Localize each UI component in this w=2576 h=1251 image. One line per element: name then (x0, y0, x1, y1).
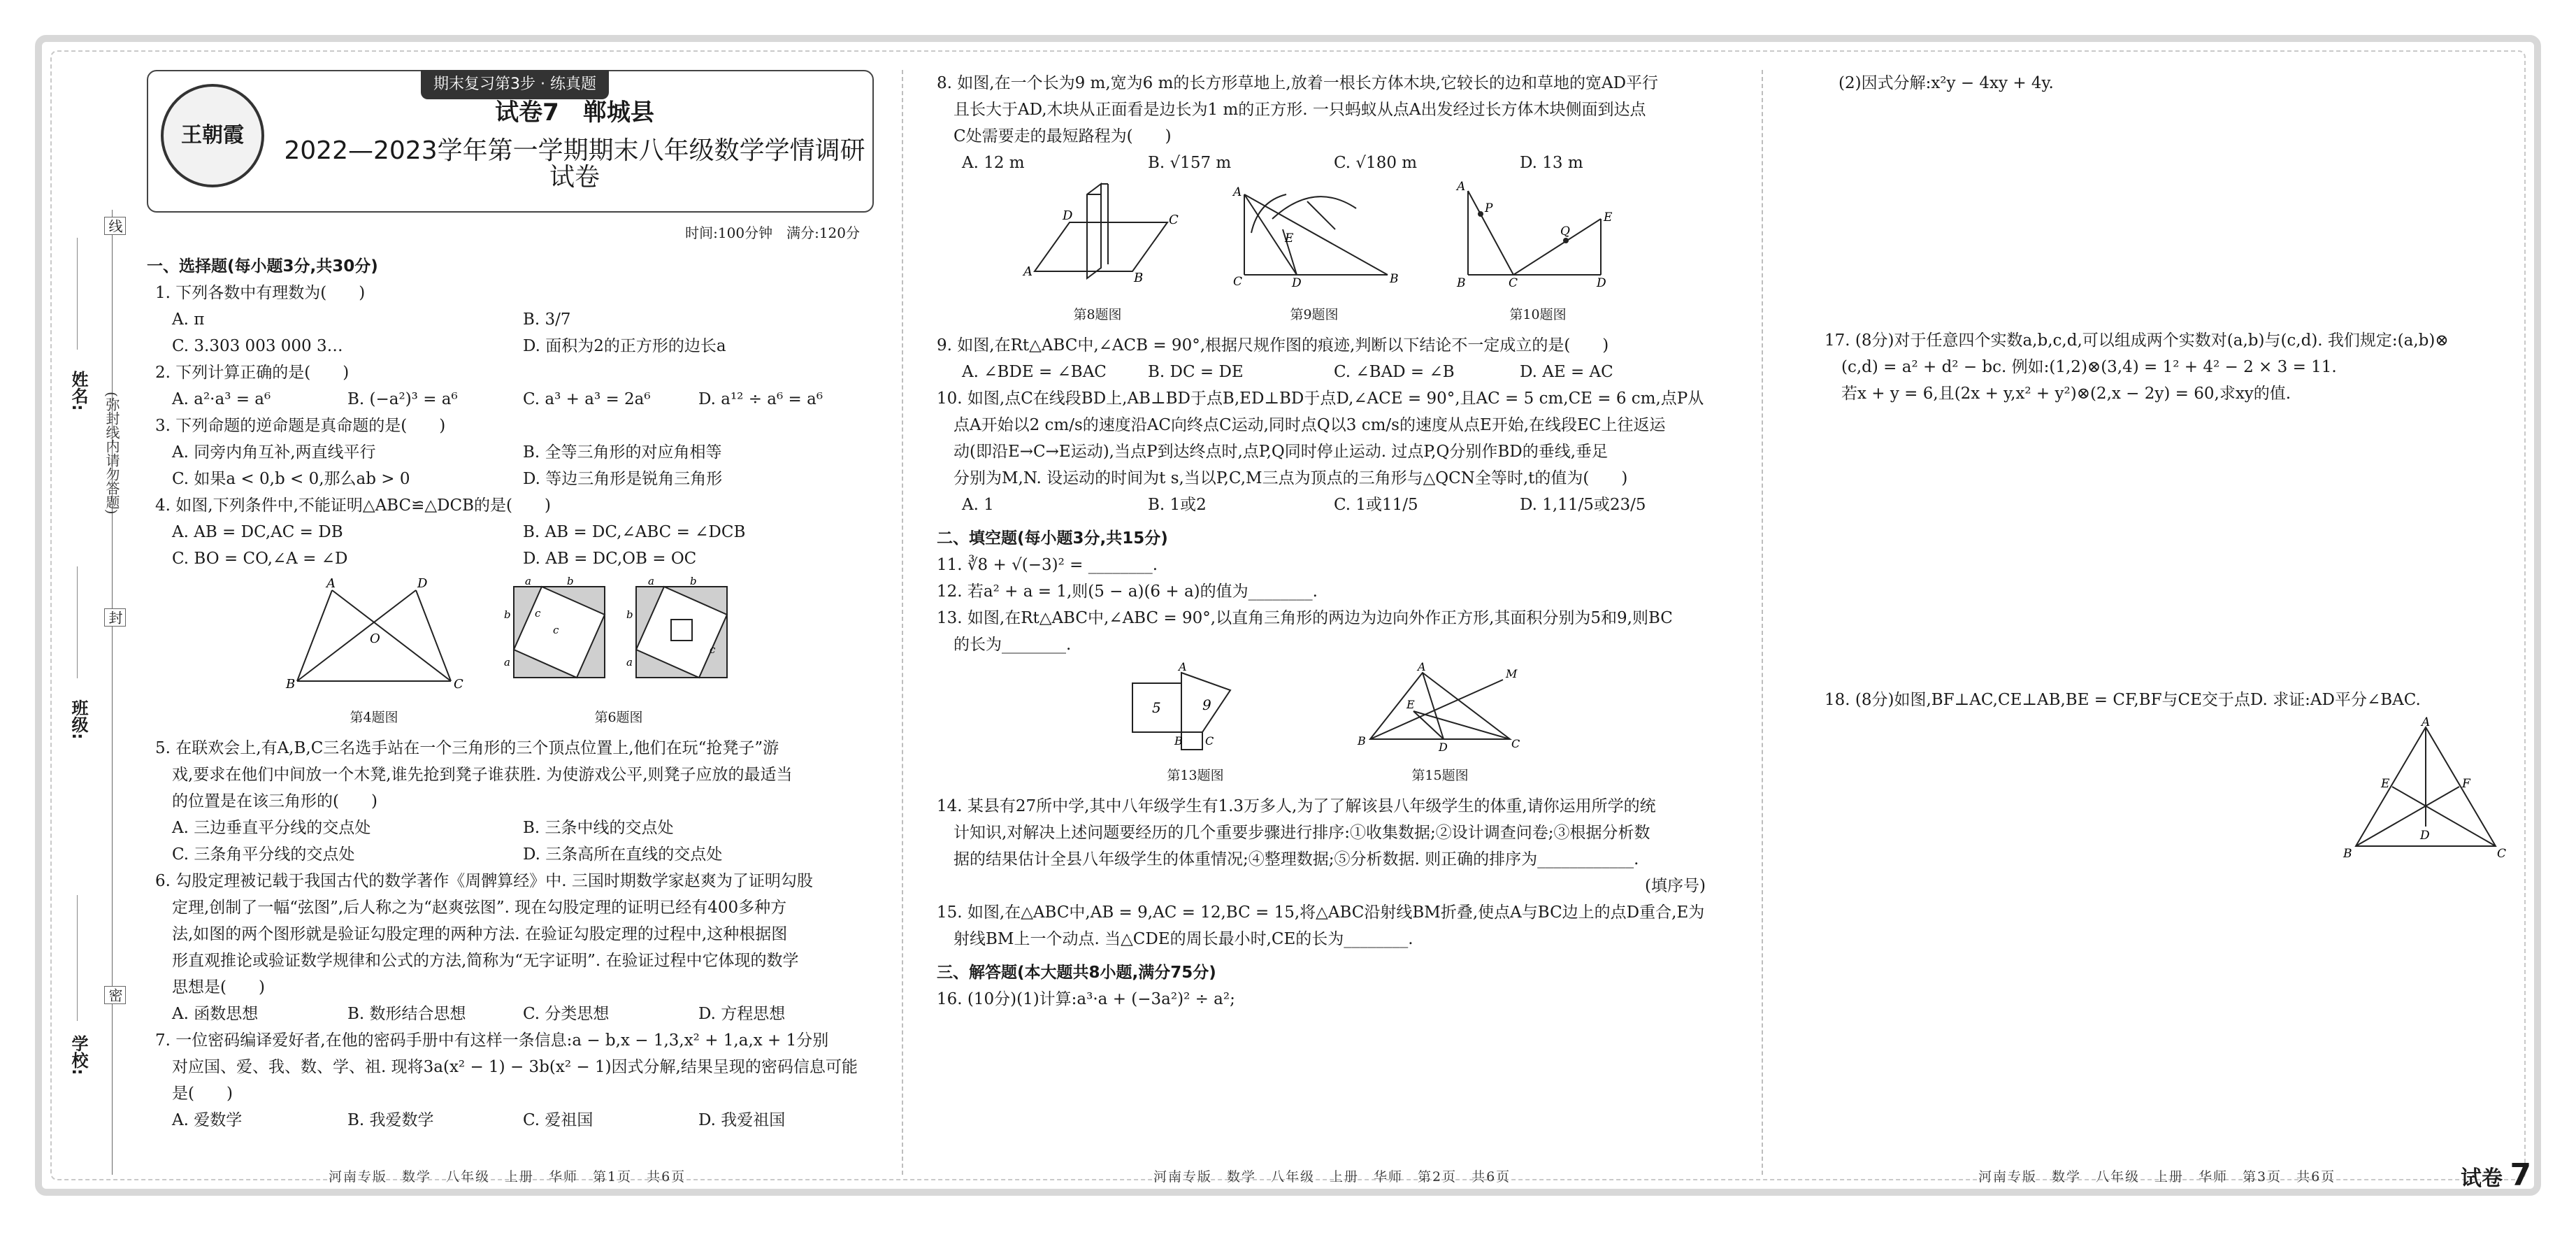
q9-option-d: D. AE = AC (1520, 363, 1613, 381)
figure-8-caption: 第8题图 (1073, 307, 1122, 322)
question-14-line: 计知识,对解决上述问题要经历的几个重要步骤进行排序:①收集数据;②设计调查问卷;③根据分析数 (954, 824, 1650, 842)
q10-option-c: C. 1或11/5 (1334, 496, 1418, 514)
q2-option-c: C. a³ + a³ = 2a⁶ (523, 390, 651, 408)
question-7-line: 是( ) (172, 1085, 233, 1103)
svg-text:B: B (1390, 272, 1399, 286)
question-6 (147, 868, 874, 1001)
q4-options (147, 519, 874, 572)
svg-text:F: F (2462, 777, 2470, 791)
svg-text:D: D (1292, 276, 1302, 290)
figure-18 (1825, 713, 2524, 867)
question-15-line: 15. 如图,在△ABC中,AB = 9,AC = 12,BC = 15,将△ABC沿射线BM折叠,使点A与BC边上的点D重合,E为 (937, 903, 1705, 922)
question-5 (147, 735, 874, 815)
q10-option-b: B. 1或2 (1148, 496, 1207, 514)
svg-text:P: P (1485, 201, 1493, 215)
question-8-line: 且长大于AD,木块从正面看是边长为1 m的正方形. 一只蚂蚁从点A出发经过长方体木块侧面到达点 (954, 101, 1646, 119)
figure-13 (1118, 662, 1272, 789)
q1-option-b: B. 3/7 (523, 310, 571, 329)
column-3 (1825, 70, 2524, 867)
svg-text:B: B (1134, 271, 1144, 285)
q9-option-c: C. ∠BAD = ∠B (1334, 363, 1455, 381)
svg-text:C: C (1511, 737, 1520, 750)
exam-title: 试卷7 郸城县 (495, 99, 654, 127)
svg-text:B: B (1358, 734, 1366, 748)
figure-8 (1021, 180, 1179, 328)
question-7-line: 7. 一位密码编译爱好者,在他的密码手册中有这样一条信息:a − b,x − 1,3,x² + 1,a,x + 1分别 (155, 1031, 829, 1050)
question-6-line: 定理,创制了一幅“弦图”,后人称之为“赵爽弦图”. 现在勾股定理的证明已经有400多种方 (172, 899, 787, 917)
q5-option-c: C. 三条角平分线的交点处 (172, 845, 355, 864)
class-label: 班级: (69, 699, 88, 740)
figure-9-diagram (1230, 180, 1398, 292)
question-17-line: (c,d) = a² + d² − bc. 例如:(1,2)⊗(3,4) = 1² + 4² − 2 × 3 = 11. (1841, 358, 2337, 376)
q2-option-a: A. a²·a³ = a⁶ (172, 390, 271, 408)
svg-text:C: C (1233, 275, 1243, 289)
exam-number-value: 7 (2510, 1157, 2532, 1193)
q7-option-a: A. 爱数学 (172, 1111, 243, 1129)
q6-option-b: B. 数形结合思想 (347, 1005, 466, 1023)
svg-text:A: A (1179, 660, 1187, 673)
footer-page-1: 河南专版 数学 八年级 上册 华师 第1页 共6页 (329, 1169, 686, 1185)
figure-6 (500, 576, 737, 731)
svg-text:9: 9 (1202, 696, 1211, 713)
school-label: 学校: (69, 1035, 88, 1075)
question-4: 4. 如图,下列条件中,不能证明△ABC≌△DCB的是( ) (155, 496, 551, 515)
q8-option-b: B. √157 m (1148, 154, 1232, 172)
svg-text:D: D (2420, 829, 2430, 843)
figure-9 (1230, 180, 1398, 328)
figures-4-6 (147, 576, 874, 731)
q7-options (147, 1107, 874, 1134)
figure-4-caption: 第4题图 (350, 710, 398, 725)
column-1 (147, 70, 874, 1134)
svg-text:B: B (1457, 276, 1466, 290)
figure-15 (1356, 662, 1524, 789)
question-1: 1. 下列各数中有理数为( ) (155, 284, 366, 302)
svg-text:A: A (1418, 660, 1426, 673)
q4-option-a: A. AB = DC,AC = DB (172, 523, 343, 541)
question-5-line: 戏,要求在他们中间放一个木凳,谁先抢到凳子谁获胜. 为使游戏公平,则凳子应放的最适当 (172, 766, 793, 784)
q1-option-d: D. 面积为2的正方形的边长a (523, 337, 726, 355)
figure-4 (283, 576, 465, 731)
column-2 (937, 70, 1706, 1013)
svg-text:A: A (1233, 185, 1242, 199)
svg-text:a: a (648, 575, 654, 587)
question-5-line: 的位置是在该三角形的( ) (172, 792, 377, 810)
question-6-line: 法,如图的两个图形就是验证勾股定理的两种方法. 在验证勾股定理的过程中,这种根据图 (172, 925, 788, 943)
q5-option-d: D. 三条高所在直线的交点处 (523, 845, 723, 864)
figure-10-caption: 第10题图 (1509, 307, 1567, 322)
question-6-line: 形直观推论或验证数学规律和公式的方法,简称为“无字证明”. 在验证过程中它体现的数学 (172, 952, 799, 970)
svg-text:O: O (370, 631, 380, 646)
q10-option-d: D. 1,11/5或23/5 (1520, 496, 1646, 514)
figures-13-15 (937, 662, 1706, 789)
figure-13-diagram (1118, 662, 1272, 753)
question-14-line: 14. 某县有27所中学,其中八年级学生有1.3万多人,为了了解该县八年级学生的体重,请你运用所学的统 (937, 797, 1656, 815)
figures-8-10 (937, 180, 1706, 328)
svg-text:b: b (626, 608, 633, 621)
question-10-line: 10. 如图,点C在线段BD上,AB⊥BD于点B,ED⊥BD于点D,∠ACE = 90°,且AC = 5 cm,CE = 6 cm,点P从 (937, 389, 1704, 408)
question-10-line: 动(即沿E→C→E运动),当点P到达终点时,点P,Q同时停止运动. 过点P,Q分别作BD的垂线,垂足 (954, 443, 1609, 461)
figure-18-diagram (2342, 715, 2510, 861)
svg-text:E: E (2381, 777, 2390, 791)
figure-15-diagram (1356, 662, 1524, 753)
q6-options (147, 1001, 874, 1027)
answer-space-16 (1825, 96, 2524, 327)
question-13 (937, 605, 1706, 658)
svg-text:c: c (710, 643, 716, 656)
section-fill: 二、填空题(每小题3分,共15分) (937, 529, 1168, 548)
question-10 (937, 385, 1706, 492)
q6-option-d: D. 方程思想 (698, 1005, 786, 1023)
seal-sidebar (63, 210, 133, 1189)
q3-option-c: C. 如果a < 0,b < 0,那么ab > 0 (172, 470, 410, 488)
badge: 期末复习第3步 · 练真题 (421, 70, 609, 99)
q7-option-b: B. 我爱数学 (347, 1111, 434, 1129)
svg-text:b: b (690, 575, 697, 587)
q4-option-b: B. AB = DC,∠ABC = ∠DCB (523, 523, 746, 541)
figure-4-diagram (283, 576, 465, 695)
svg-text:A: A (1023, 264, 1032, 279)
q10-option-a: A. 1 (962, 496, 994, 514)
column-divider-1 (902, 70, 903, 1175)
figure-6-diagram (500, 576, 737, 695)
svg-text:E: E (1406, 698, 1415, 711)
q10-options (937, 492, 1706, 518)
answer-space-17 (1825, 407, 2524, 687)
name-label: 姓名: (69, 371, 88, 411)
svg-text:D: D (1063, 208, 1073, 223)
q8-option-c: C. √180 m (1334, 154, 1418, 172)
svg-text:A: A (326, 576, 336, 591)
q5-option-a: A. 三边垂直平分线的交点处 (172, 819, 371, 837)
q3-option-d: D. 等边三角形是锐角三角形 (523, 470, 723, 488)
svg-text:B: B (1174, 734, 1183, 748)
footer-page-2: 河南专版 数学 八年级 上册 华师 第2页 共6页 (1153, 1169, 1511, 1185)
question-17 (1825, 327, 2524, 407)
q8-option-d: D. 13 m (1520, 154, 1583, 172)
q8-option-a: A. 12 m (962, 154, 1025, 172)
seal-line (112, 210, 113, 1175)
question-8-line: C处需要走的最短路程为( ) (954, 127, 1172, 145)
question-14-note: (填序号) (1645, 877, 1706, 895)
svg-text:C: C (454, 677, 463, 692)
logo-text: 王朝霞 (181, 123, 244, 148)
question-16-part-2: (2)因式分解:x²y − 4xy + 4y. (1839, 74, 2054, 92)
q3-options (147, 439, 874, 492)
svg-text:c: c (535, 607, 541, 620)
svg-text:Q: Q (1560, 224, 1570, 238)
q9-option-a: A. ∠BDE = ∠BAC (962, 363, 1107, 381)
svg-text:A: A (1457, 180, 1466, 194)
question-14-line: 据的结果估计全县八年级学生的体重情况;④整理数据;⑤分析数据. 则正确的排序为____________. (954, 850, 1639, 868)
question-17-line: 17. (8分)对于任意四个实数a,b,c,d,可以组成两个实数对(a,b)与(c,d). 我们规定:(a,b)⊗ (1825, 331, 2449, 350)
question-15-line: 射线BM上一个动点. 当△CDE的周长最小时,CE的长为________. (954, 930, 1413, 948)
school-underline (77, 895, 78, 1021)
svg-text:C: C (1509, 276, 1518, 290)
column-divider-2 (1762, 70, 1763, 1175)
question-12: 12. 若a² + a = 1,则(5 − a)(6 + a)的值为________. (937, 582, 1318, 601)
q3-option-b: B. 全等三角形的对应角相等 (523, 443, 722, 462)
seal-mark-feng: 封 (104, 608, 126, 627)
question-13-line: 13. 如图,在Rt△ABC中,∠ABC = 90°,以直角三角形的两边为边向外作正方形,其面积分别为5和9,则BC (937, 609, 1673, 627)
question-8 (937, 70, 1706, 150)
question-6-line: 思想是( ) (172, 978, 265, 996)
q4-option-d: D. AB = DC,OB = OC (523, 550, 697, 568)
section-answer: 三、解答题(本大题共8小题,满分75分) (937, 964, 1216, 982)
svg-text:a: a (525, 575, 531, 587)
q2-option-d: D. a¹² ÷ a⁶ = a⁶ (698, 390, 823, 408)
svg-text:D: D (1439, 741, 1448, 754)
class-underline (77, 566, 78, 678)
svg-text:b: b (504, 608, 511, 621)
q7-option-d: D. 我爱祖国 (698, 1111, 786, 1129)
question-14 (937, 793, 1706, 899)
svg-text:a: a (504, 656, 510, 669)
figure-10 (1454, 180, 1622, 328)
svg-text:C: C (1205, 734, 1214, 748)
q9-options (937, 359, 1706, 385)
figure-9-caption: 第9题图 (1290, 307, 1339, 322)
question-16: 16. (10分)(1)计算:a³·a + (−3a²)² ÷ a²; (937, 990, 1235, 1008)
question-9: 9. 如图,在Rt△ABC中,∠ACB = 90°,根据尺规作图的痕迹,判断以下结论不一定成立的是( ) (937, 336, 1609, 355)
q5-options (147, 815, 874, 868)
question-11: 11. ∛8 + √(−3)² = ________. (937, 556, 1158, 574)
question-7-line: 对应国、爱、我、数、学、祖. 现将3a(x² − 1) − 3b(x² − 1)因式分解,结果呈现的密码信息可能 (172, 1058, 858, 1076)
q6-option-c: C. 分类思想 (523, 1005, 610, 1023)
question-3: 3. 下列命题的逆命题是真命题的是( ) (155, 417, 446, 435)
seal-mark-mi: 密 (104, 986, 126, 1004)
figure-6-caption: 第6题图 (594, 710, 643, 725)
figure-13-caption: 第13题图 (1167, 768, 1224, 783)
svg-text:5: 5 (1152, 699, 1161, 716)
q9-option-b: B. DC = DE (1148, 363, 1244, 381)
svg-text:c: c (553, 624, 559, 636)
q1-option-a: A. π (172, 310, 205, 329)
figure-10-diagram (1454, 180, 1622, 292)
exam-number (2461, 1157, 2531, 1193)
exam-number-prefix: 试卷 (2461, 1166, 2503, 1191)
seal-mark-line: 线 (104, 217, 126, 235)
question-17-line: 若x + y = 6,且(2x + y,x² + y²)⊗(2,x − 2y) = 60,求xy的值. (1841, 385, 2291, 403)
question-6-line: 6. 勾股定理被记载于我国古代的数学著作《周髀算经》中. 三国时期数学家赵爽为了证明勾股 (155, 872, 813, 890)
question-15 (937, 899, 1706, 952)
q8-options (937, 150, 1706, 176)
question-5-line: 5. 在联欢会上,有A,B,C三名选手站在一个三角形的三个顶点位置上,他们在玩“抢凳子”游 (155, 739, 779, 757)
seal-note: (弥封线内请勿答题) (103, 392, 120, 515)
q7-option-c: C. 爱祖国 (523, 1111, 593, 1129)
question-10-line: 点A开始以2 cm/s的速度沿AC向终点C运动,同时点Q以3 cm/s的速度从点E开始,在线段EC上往返运 (954, 416, 1666, 434)
question-10-line: 分别为M,N. 设运动的时间为t s,当以P,C,M三点为顶点的三角形与△QCN全等时,t的值为( ) (954, 469, 1628, 487)
time-info: 时间:100分钟 满分:120分 (685, 224, 860, 241)
figure-15-caption: 第15题图 (1411, 768, 1469, 783)
question-2: 2. 下列计算正确的是( ) (155, 364, 350, 382)
section-choice: 一、选择题(每小题3分,共30分) (147, 257, 378, 276)
figure-8-diagram (1021, 180, 1179, 292)
svg-text:B: B (2343, 847, 2352, 861)
svg-text:E: E (1285, 231, 1294, 245)
footer-page-3: 河南专版 数学 八年级 上册 华师 第3页 共6页 (1978, 1169, 2336, 1185)
q6-option-a: A. 函数思想 (172, 1005, 259, 1023)
svg-text:D: D (417, 576, 428, 591)
q3-option-a: A. 同旁内角互补,两直线平行 (172, 443, 376, 462)
q1-options (147, 306, 874, 359)
brand-logo (161, 84, 264, 187)
question-13-line: 的长为________. (954, 636, 1072, 654)
svg-text:M: M (1506, 667, 1518, 680)
svg-text:C: C (2497, 847, 2507, 861)
svg-text:D: D (1597, 276, 1606, 290)
svg-text:b: b (567, 575, 574, 587)
svg-text:A: A (2422, 715, 2431, 729)
svg-text:B: B (286, 677, 296, 692)
svg-text:C: C (1169, 213, 1179, 227)
q2-option-b: B. (−a²)³ = a⁶ (347, 390, 458, 408)
question-7 (147, 1027, 874, 1107)
exam-header (147, 70, 874, 213)
question-18: 18. (8分)如图,BF⊥AC,CE⊥AB,BE = CF,BF与CE交于点D. 求证:AD平分∠BAC. (1825, 691, 2421, 709)
exam-subtitle: 2022—2023学年第一学期期末八年级数学学情调研试卷 (284, 136, 865, 192)
name-underline (77, 238, 78, 350)
svg-text:a: a (626, 656, 633, 669)
q4-option-c: C. BO = CO,∠A = ∠D (172, 550, 348, 568)
svg-text:E: E (1604, 210, 1613, 224)
q5-option-b: B. 三条中线的交点处 (523, 819, 674, 837)
q1-option-c: C. 3.303 003 000 3… (172, 337, 343, 355)
q2-options (147, 386, 874, 413)
question-8-line: 8. 如图,在一个长为9 m,宽为6 m的长方形草地上,放着一根长方体木块,它较长的边和草地的宽AD平行 (937, 74, 1659, 92)
